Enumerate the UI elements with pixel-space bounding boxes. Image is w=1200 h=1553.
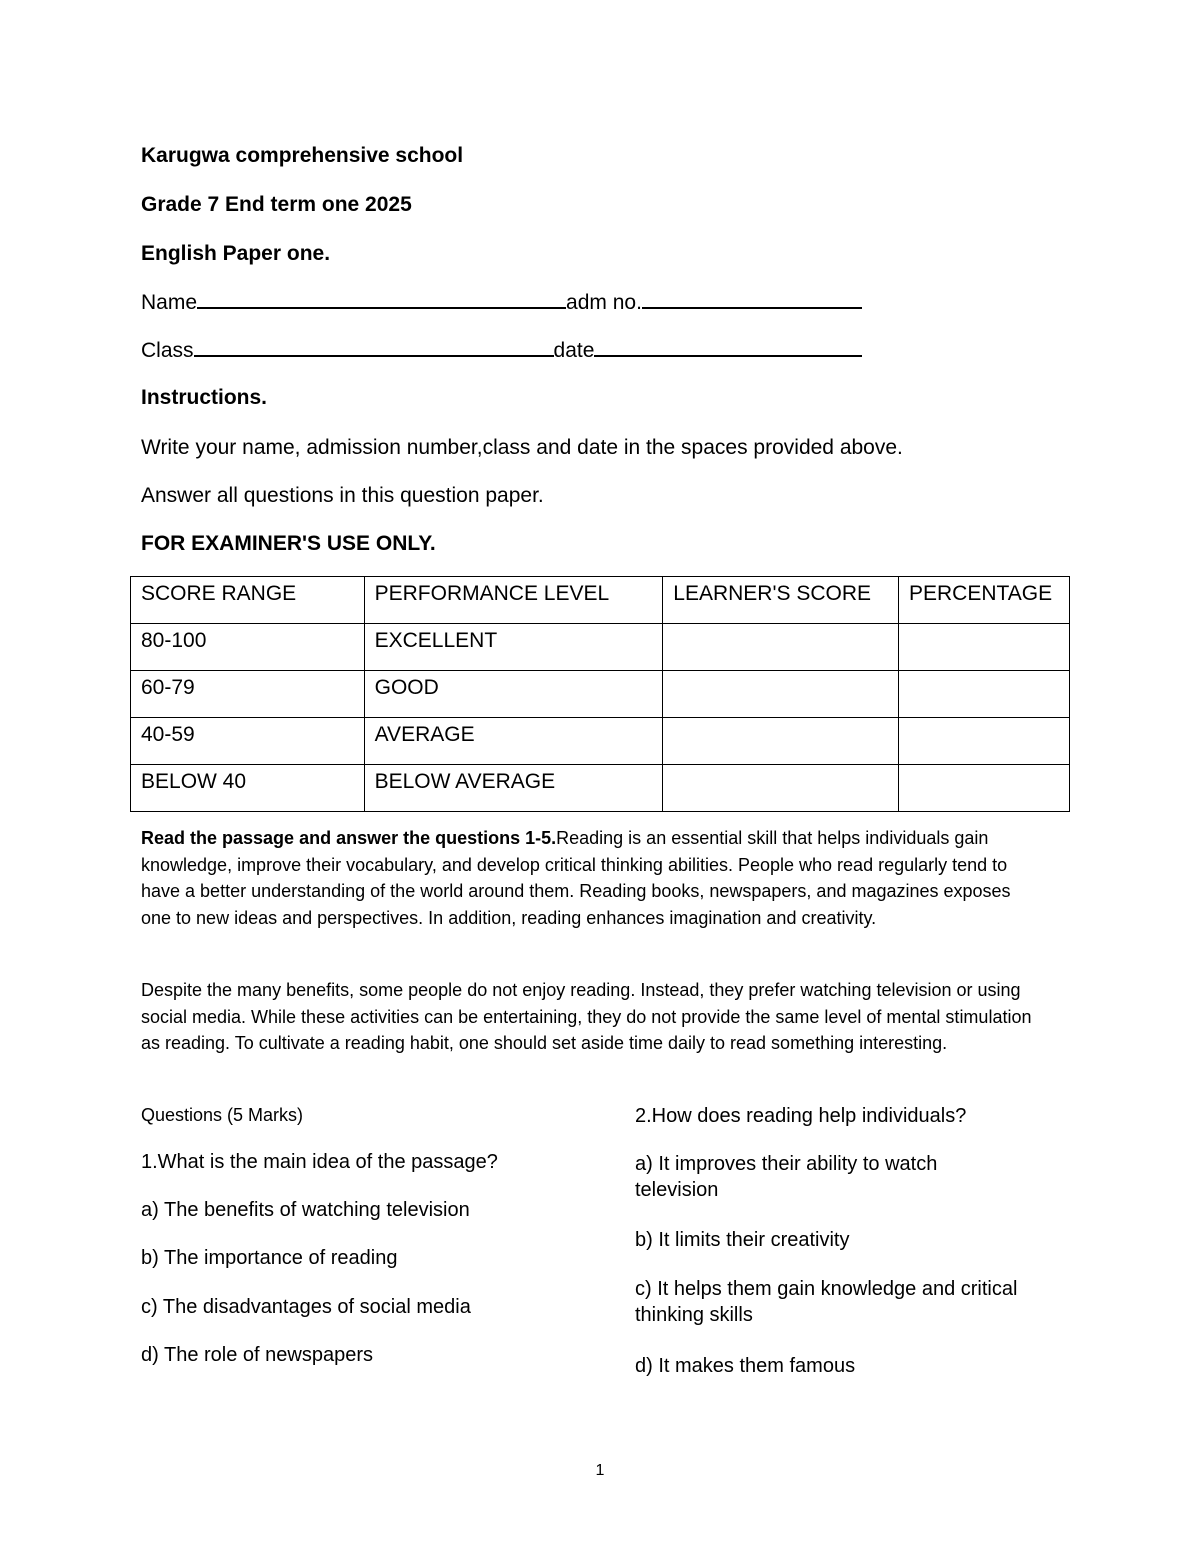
answer-option[interactable]: a) It improves their ability to watch television [635,1153,938,1201]
passage-text: Reading is an essential skill that helps individuals gain knowledge, improve their vocabulary, and develop critical thinking abilities. People who read regularly tend to have a better understanding of the world around them. Reading books, newspapers, and magazines exposes one to new ideas and perspectives. In addition, reading enhances imagination and creativity. [141,828,1011,928]
percentage-cell[interactable] [899,624,1070,671]
answer-option[interactable]: d) The role of newspapers [141,1344,373,1366]
instruction-item: Answer all questions in this question paper. [141,484,544,507]
table-header-cell: LEARNER'S SCORE [663,577,899,624]
percentage-cell[interactable] [899,671,1070,718]
question-text: 2.How does reading help individuals? [635,1105,967,1127]
percentage-cell[interactable] [899,765,1070,812]
name-adm-row [141,289,862,316]
exam-title: Grade 7 End term one 2025 [141,193,412,216]
table-header-cell: SCORE RANGE [131,577,365,624]
score-range-cell: 40-59 [131,718,365,765]
passage-paragraph-2: Despite the many benefits, some people do not enjoy reading. Instead, they prefer watching television or using social media. While these activities can be entertaining, they do not provide the same level of mental stimulation as reading. To cultivate a reading habit, one should set aside time daily to read something interesting. [141,980,1032,1053]
learner-score-cell[interactable] [663,624,899,671]
performance-level-cell: BELOW AVERAGE [364,765,663,812]
class-date-row [141,337,862,364]
answer-option[interactable]: d) It makes them famous [635,1355,856,1377]
instructions-heading: Instructions. [141,386,268,409]
answer-option[interactable]: a) The benefits of watching television [141,1199,470,1221]
adm-label: adm no. [566,291,642,314]
performance-level-cell: GOOD [364,671,663,718]
class-label: Class [141,339,194,362]
paper-title: English Paper one. [141,242,331,265]
percentage-cell[interactable] [899,718,1070,765]
answer-option[interactable]: b) The importance of reading [141,1247,398,1269]
date-label: date [553,339,595,362]
passage-paragraph-1 [141,825,1041,931]
answer-option[interactable]: c) It helps them gain knowledge and critical thinking skills [635,1278,1018,1326]
performance-level-cell: EXCELLENT [364,624,663,671]
table-header-cell: PERFORMANCE LEVEL [364,577,663,624]
table-row [131,671,1070,718]
name-field[interactable] [197,289,566,309]
table-row [131,718,1070,765]
table-row [131,624,1070,671]
instruction-item: Write your name, admission number,class and date in the spaces provided above. [141,436,903,459]
table-header-row [131,577,1070,624]
score-range-cell: BELOW 40 [131,765,365,812]
page-number: 1 [595,1462,605,1479]
learner-score-cell[interactable] [663,718,899,765]
answer-option[interactable]: b) It limits their creativity [635,1229,850,1251]
passage-lead: Read the passage and answer the questions 1-5. [141,828,557,848]
examiner-table [130,576,1070,812]
performance-level-cell: AVERAGE [364,718,663,765]
answer-option[interactable]: c) The disadvantages of social media [141,1296,471,1318]
adm-field[interactable] [642,289,862,309]
learner-score-cell[interactable] [663,765,899,812]
table-row [131,765,1070,812]
date-field[interactable] [594,337,862,357]
examiner-heading: FOR EXAMINER'S USE ONLY. [141,532,436,555]
questions-label: Questions (5 Marks) [141,1105,304,1125]
score-range-cell: 80-100 [131,624,365,671]
score-range-cell: 60-79 [131,671,365,718]
table-header-cell: PERCENTAGE [899,577,1070,624]
name-label: Name [141,291,198,314]
school-name: Karugwa comprehensive school [141,144,464,167]
class-field[interactable] [194,337,554,357]
learner-score-cell[interactable] [663,671,899,718]
question-text: 1.What is the main idea of the passage? [141,1151,498,1173]
